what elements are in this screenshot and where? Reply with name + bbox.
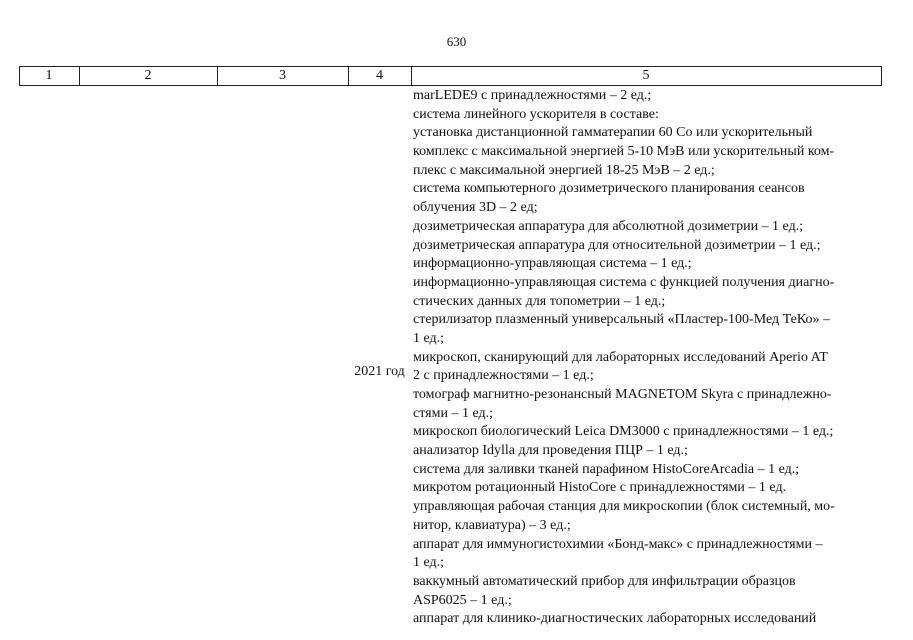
list-line: дозиметрическая аппаратура для абсолютной дозиметрии – 1 ед.; xyxy=(413,218,804,234)
list-line: микроскоп биологический Leica DM3000 с принадлежностями – 1 ед.; xyxy=(413,424,834,440)
column-divider xyxy=(881,66,882,86)
list-line: 1 ед.; xyxy=(413,330,445,346)
table-header-bottom-border xyxy=(19,85,882,86)
list-line: 2 с принадлежностями – 1 ед.; xyxy=(413,368,594,384)
list-line: облучения 3D – 2 ед; xyxy=(413,200,538,216)
column-header-5: 5 xyxy=(642,68,650,83)
list-line: дозиметрическая аппаратура для относительной дозиметрии – 1 ед.; xyxy=(413,237,821,253)
list-line: стями – 1 ед.; xyxy=(413,405,493,421)
column-header-3: 3 xyxy=(279,68,286,83)
list-line: анализатор Idylla для проведения ПЦР – 1 ед.; xyxy=(413,443,688,459)
list-line: ASP6025 – 1 ед.; xyxy=(413,592,512,608)
list-line: комплекс с максимальной энергией 5-10 МэВ или ускорительный ком- xyxy=(413,144,835,160)
list-line: аппарат для клинико-диагностических лабораторных исследований xyxy=(413,611,817,627)
list-line: marLEDE9 с принадлежностями – 2 ед.; xyxy=(413,88,652,103)
column-header-1: 1 xyxy=(45,68,53,83)
list-line: система для заливки тканей парафином HistoCoreArcadia – 1 ед.; xyxy=(413,461,800,477)
column-header-2: 2 xyxy=(144,68,152,83)
list-line: управляющая рабочая станция для микроскопии (блок системный, мо- xyxy=(413,499,835,515)
year-cell: 2021 год xyxy=(354,364,405,379)
column-header-4: 4 xyxy=(376,68,383,83)
list-line: установка дистанционной гамматерапии 60 Co или ускорительный xyxy=(413,125,813,141)
list-line: ваккумный автоматический прибор для инфильтрации образцов xyxy=(413,573,796,589)
list-line: плекс с максимальной энергией 18-25 МэВ – 2 ед.; xyxy=(413,162,715,178)
list-line: томограф магнитно-резонансный MAGNETOM Skyra с принадлежно- xyxy=(413,387,832,402)
list-line: микроскоп, сканирующий для лабораторных исследований Aperio AT xyxy=(413,349,828,365)
list-line: аппарат для иммуногистохимии «Бонд-макс» с принадлежностями – xyxy=(413,536,823,552)
list-line: система линейного ускорителя в составе: xyxy=(413,106,659,122)
list-line: 1 ед.; xyxy=(413,555,445,571)
list-line: информационно-управляющая система – 1 ед.; xyxy=(413,256,692,272)
page-number: 630 xyxy=(446,34,467,49)
equipment-list xyxy=(413,87,879,629)
list-line: информационно-управляющая система с функцией получения диагно- xyxy=(413,274,835,290)
list-line: стерилизатор плазменный универсальный «Пластер-100-Мед ТеКо» – xyxy=(413,312,830,328)
list-line: нитор, клавиатура) – 3 ед.; xyxy=(413,517,571,533)
list-line: микротом ротационный HistoCore с принадлежностями – 1 ед. xyxy=(413,480,787,496)
list-line: система компьютерного дозиметрического планирования сеансов xyxy=(413,181,805,197)
list-line: стических данных для топометрии – 1 ед.; xyxy=(413,293,666,309)
